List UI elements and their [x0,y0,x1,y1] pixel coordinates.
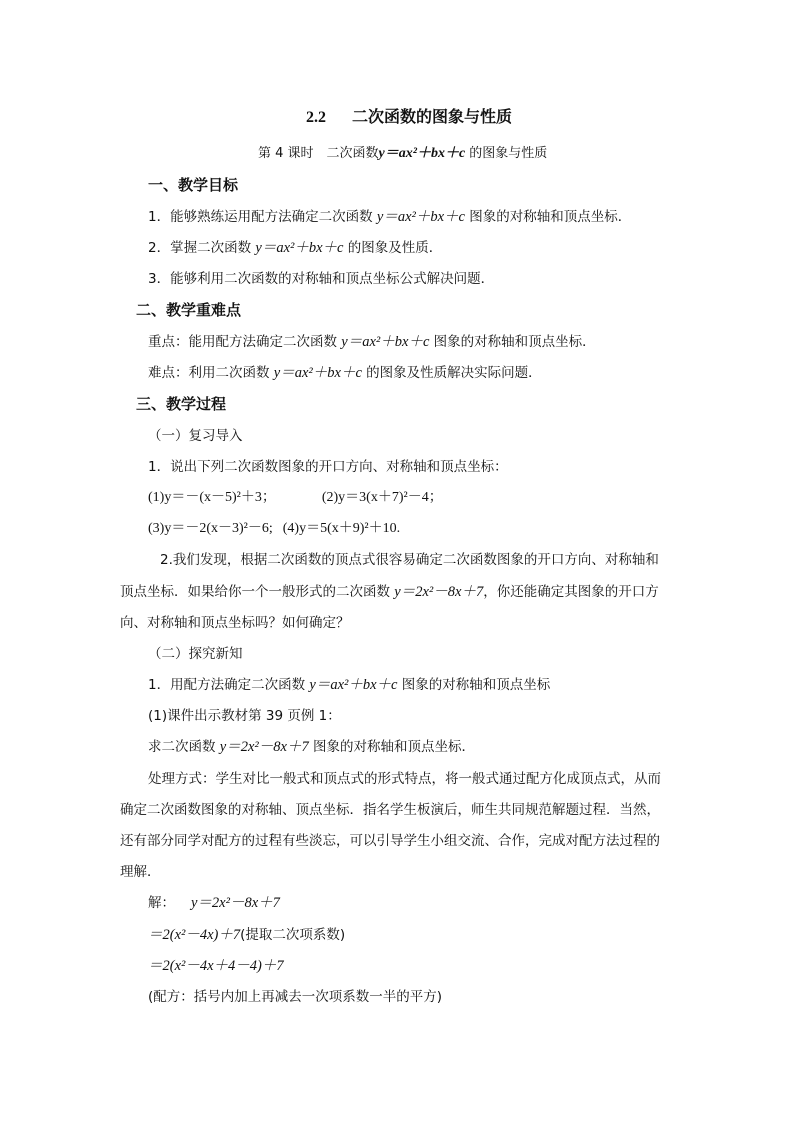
goal-2-suffix: 的图象及性质． [343,240,443,256]
subtitle-formula: y＝ax²＋bx＋c [378,146,466,161]
review-question-2-line-1: 2.我们发现，根据二次函数的顶点式很容易确定二次函数图象的开口方向、对称轴和 [160,552,659,568]
review-question-2-suffix: ，你还能确定其图象的开口方 [483,584,659,600]
subsection-explore: （二）探究新知 [148,646,243,662]
keypoint-focus-suffix: 图象的对称轴和顶点坐标． [429,334,596,350]
example-reference: (1)课件出示教材第 39 页例 1： [148,708,341,724]
section-heading-keypoints: 二、教学重难点 [136,301,242,319]
method-line-1: 处理方式：学生对比一般式和顶点式的形式特点，将一般式通过配方化成顶点式，从而 [148,771,661,787]
formula-1: (1)y＝－(x－5)²＋3； [148,490,276,505]
page-title [306,108,512,127]
formula-2: (2)y＝3(x＋7)²－4； [321,490,443,505]
solution-line-1 [148,894,280,912]
keypoint-focus-text: 重点：能用配方法确定二次函数 [148,334,342,350]
explore-item-1-formula: y＝ax²＋bx＋c [309,677,398,693]
goal-2 [148,239,442,257]
solution-line-3 [148,957,284,975]
subtitle-label: 第 4 课时 二次函数 [258,146,379,161]
review-question-2-text: 顶点坐标．如果给你一个一般形式的二次函数 [120,584,395,600]
explore-item-1-text: 1．用配方法确定二次函数 [148,677,310,693]
goal-3: 3．能够利用二次函数的对称轴和顶点坐标公式解决问题． [148,271,495,287]
formula-row-1 [148,489,443,507]
goal-1-formula: y＝ax²＋bx＋c [376,209,465,225]
goal-1-text: 1．能够熟练运用配方法确定二次函数 [148,209,377,225]
subsection-review: （一）复习导入 [148,428,243,444]
keypoint-difficulty-suffix: 的图象及性质解决实际问题． [361,365,542,381]
goal-2-text: 2．掌握二次函数 [148,240,256,256]
solution-line-2 [148,926,345,944]
keypoint-difficulty-text: 难点：利用二次函数 [148,365,274,381]
formula-3: (3)y＝－2(x－3)²－6; [148,521,273,536]
section-heading-process: 三、教学过程 [136,395,227,413]
section-heading-goals: 一、教学目标 [148,176,239,194]
goal-1 [148,208,631,226]
explore-item-1-suffix: 图象的对称轴和顶点坐标 [397,677,551,693]
solution-label: 解： [148,895,175,911]
example-question-suffix: 图象的对称轴和顶点坐标． [308,739,475,755]
review-question-2-line-3: 向、对称轴和顶点坐标吗？如何确定？ [120,615,350,631]
goal-2-formula: y＝ax²＋bx＋c [255,240,344,256]
explore-item-1 [148,676,550,694]
goal-1-suffix: 图象的对称轴和顶点坐标． [464,209,632,225]
example-question-text: 求二次函数 [148,739,220,755]
method-line-3: 还有部分同学对配方的过程有些淡忘，可以引导学生小组交流、合作，完成对配方法过程的 [120,833,660,849]
keypoint-difficulty-formula: y＝ax²＋bx＋c [273,365,362,381]
formula-4: (4)y＝5(x＋9)²＋10. [282,521,401,536]
title-text: 二次函数的图象与性质 [352,107,513,126]
review-question-2-formula: y＝2x²－8x＋7 [394,584,484,600]
solution-line-4: (配方：括号内加上再减去一次项系数一半的平方) [148,989,443,1005]
lesson-subtitle [258,145,547,163]
formula-row-2 [148,520,400,538]
review-question-1: 1．说出下列二次函数图象的开口方向、对称轴和顶点坐标： [148,459,508,475]
solution-step-2: ＝2(x²－4x)＋7 [148,927,241,943]
solution-step-3: ＝2(x²－4x＋4－4)＋7 [148,958,284,974]
keypoint-focus [148,333,596,351]
example-question-formula: y＝2x²－8x＋7 [219,739,309,755]
solution-step-1: y＝2x²－8x＋7 [191,895,280,911]
title-number: 2.2 [306,109,326,126]
method-line-4: 理解． [120,864,161,880]
solution-step-2-note: (提取二次项系数) [240,927,346,943]
example-question [148,738,475,756]
subtitle-suffix: 的图象与性质 [465,146,548,161]
method-line-2: 确定二次函数图象的对称轴、顶点坐标．指名学生板演后，师生共同规范解题过程．当然， [120,802,660,818]
review-question-2-line-2 [120,583,659,601]
keypoint-focus-formula: y＝ax²＋bx＋c [341,334,430,350]
keypoint-difficulty [148,364,542,382]
